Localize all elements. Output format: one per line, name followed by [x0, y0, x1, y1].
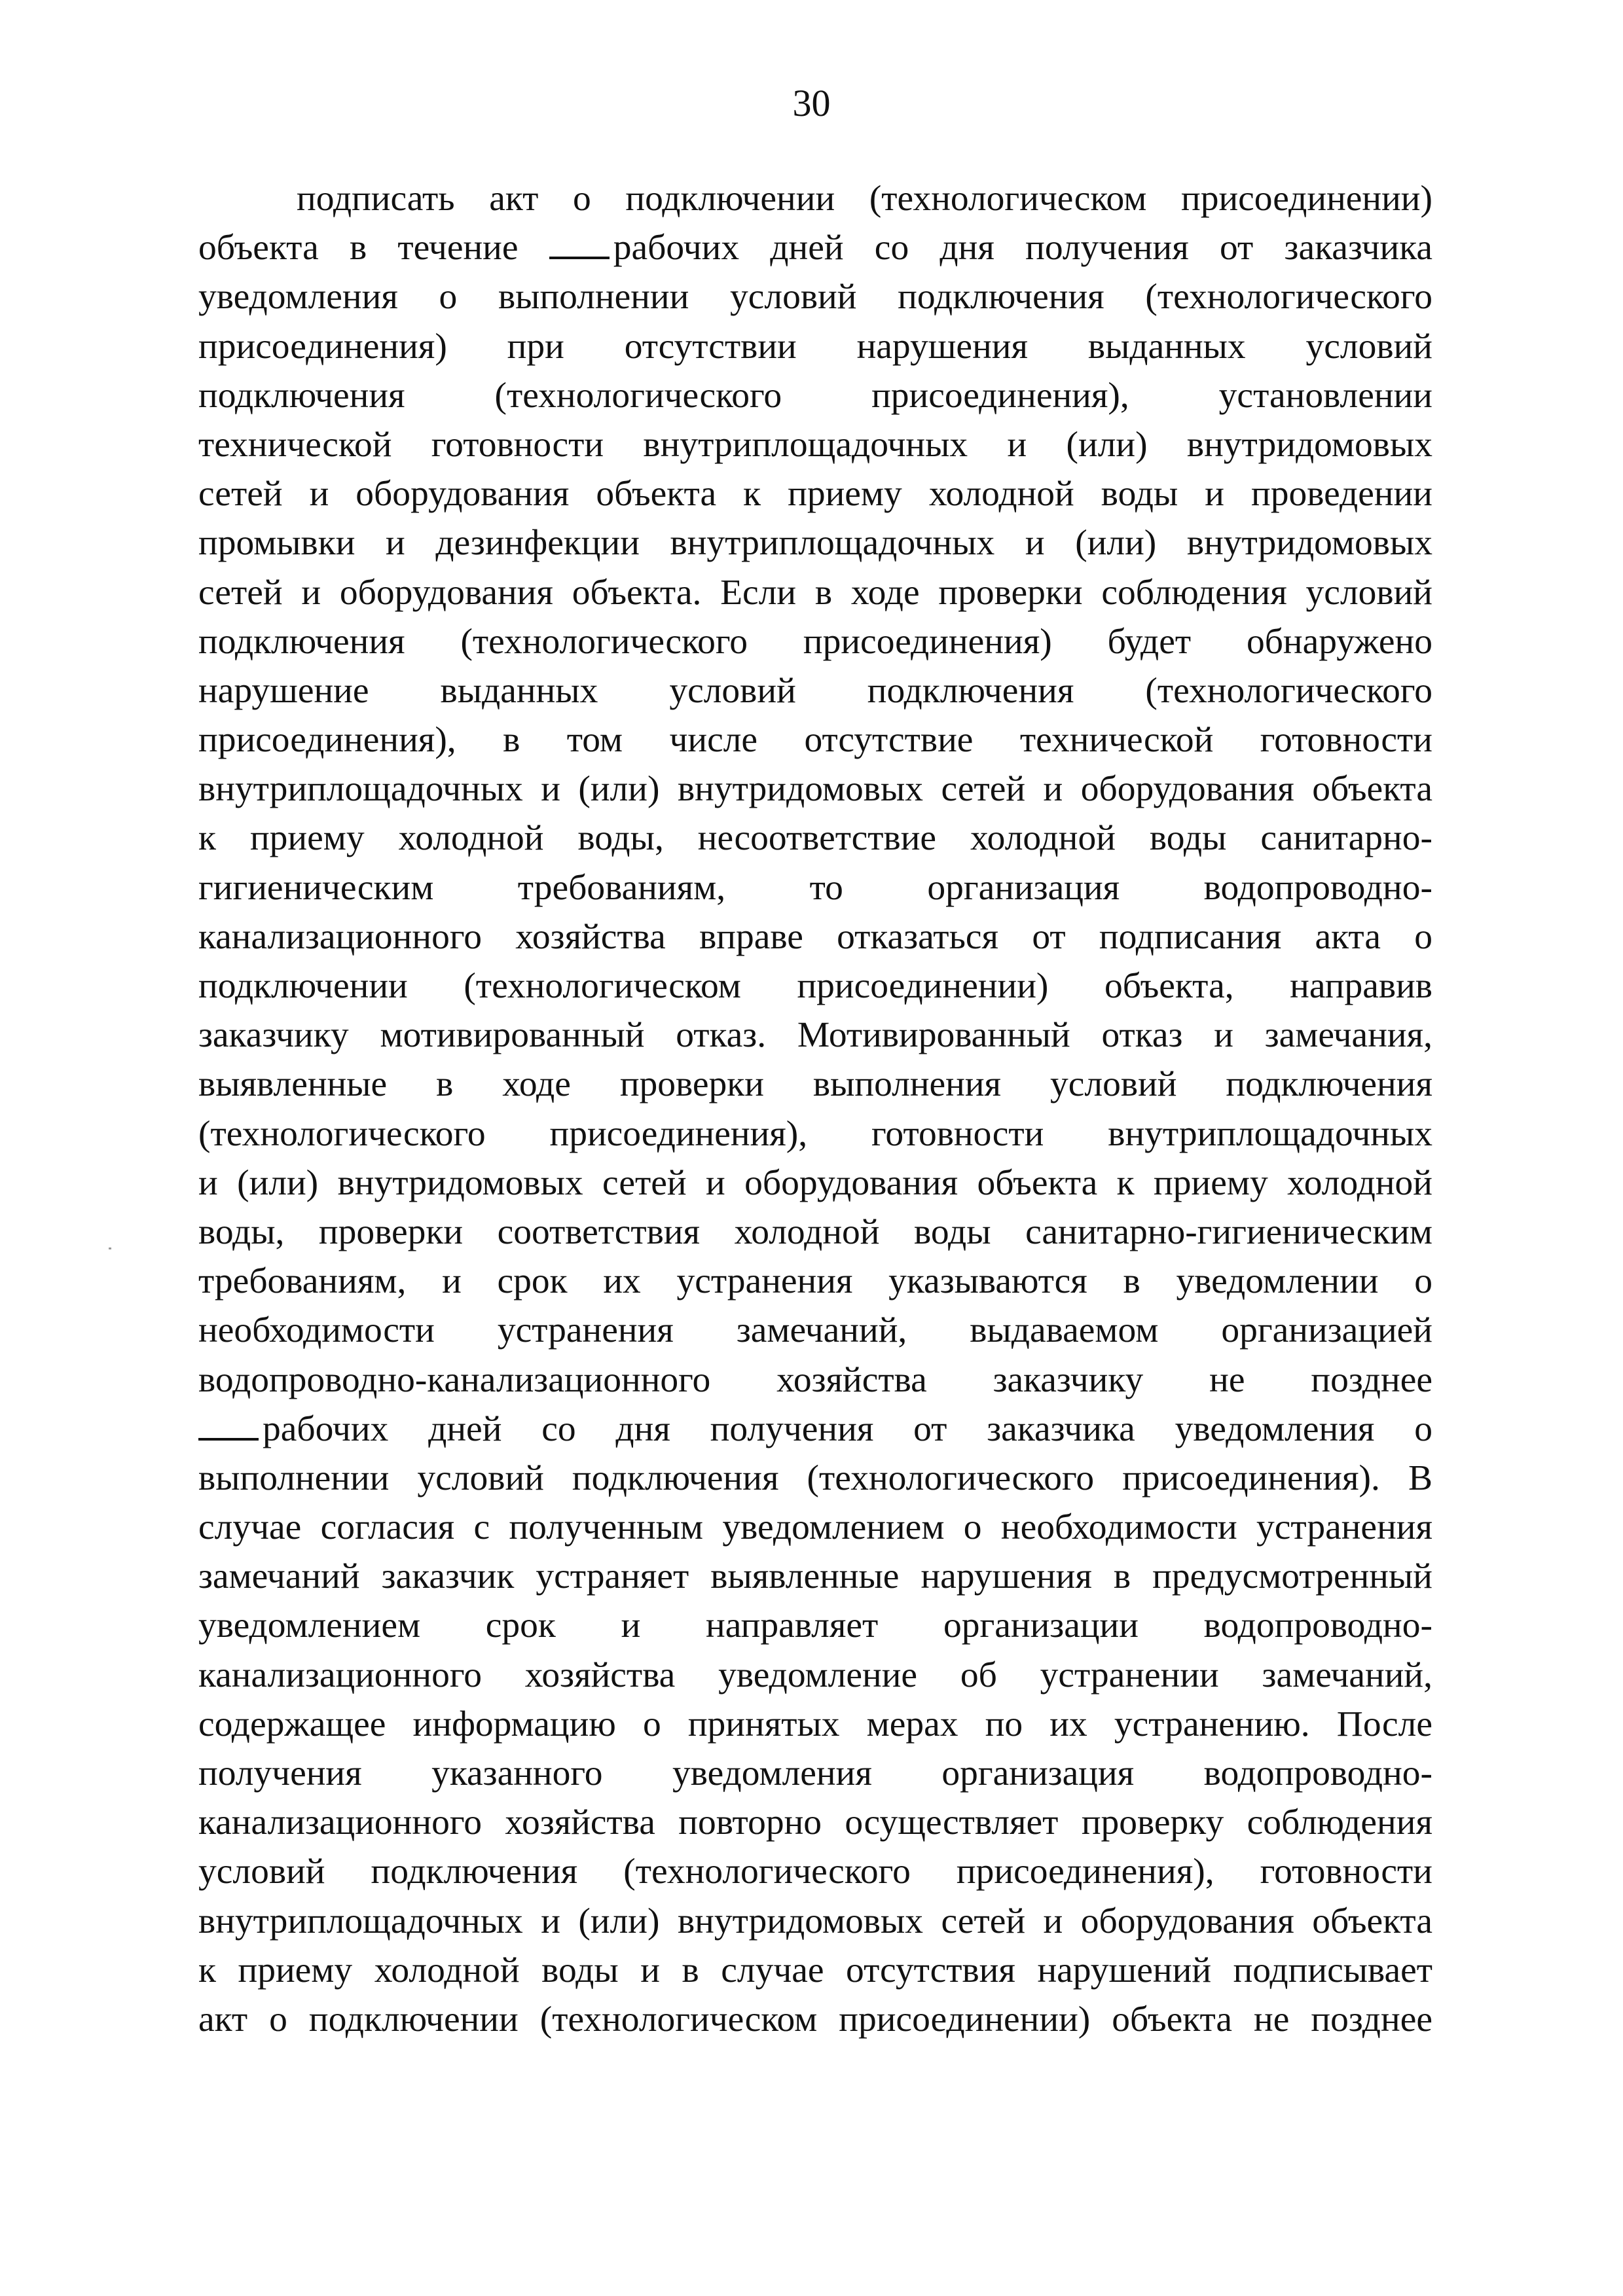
text-line: случае согласия с полученным уведомлением о необходимости устранения — [198, 1507, 1432, 1548]
text-line: гигиеническим требованиям, то организация водопроводно- — [198, 867, 1432, 908]
text-line: подключении (технологическом присоединении) объекта, направив — [198, 966, 1432, 1006]
text-line: выявленные в ходе проверки выполнения условий подключения — [198, 1064, 1432, 1105]
text-line: получения указанного уведомления организация водопроводно- — [198, 1753, 1432, 1793]
text-line: водопроводно-канализационного хозяйства заказчику не позднее — [198, 1359, 1432, 1400]
text-line-with-blank — [198, 223, 1432, 272]
text-fragment: объекта в течение — [198, 228, 519, 268]
text-line: присоединения) при отсутствии нарушения выданных условий — [198, 326, 1432, 367]
blank-field — [549, 226, 610, 259]
text-line: сетей и оборудования объекта к приему холодной воды и проведении — [198, 474, 1432, 514]
text-line: воды, проверки соответствия холодной воды санитарно-гигиеническим — [198, 1211, 1432, 1252]
text-fragment: рабочих дней со дня получения от заказчика уведомления о — [263, 1408, 1432, 1449]
text-line: (технологического присоединения), готовности внутриплощадочных — [198, 1113, 1432, 1154]
page-number: 30 — [792, 82, 831, 124]
text-line: промывки и дезинфекции внутриплощадочных и (или) внутридомовых — [198, 523, 1432, 564]
text-line: необходимости устранения замечаний, выдаваемом организацией — [198, 1310, 1432, 1351]
scan-speck — [109, 1247, 111, 1249]
text-line: требованиям, и срок их устранения указываются в уведомлении о — [198, 1261, 1432, 1302]
text-line: уведомления о выполнении условий подключения (технологического — [198, 277, 1432, 317]
text-line: подключения (технологического присоединения) будет обнаружено — [198, 621, 1432, 662]
text-line: к приему холодной воды и в случае отсутствия нарушений подписывает — [198, 1950, 1432, 1990]
text-line: сетей и оборудования объекта. Если в ходе проверки соблюдения условий — [198, 572, 1432, 613]
text-line: акт о подключении (технологическом присоединении) объекта не позднее — [198, 1999, 1432, 2039]
text-line: к приему холодной воды, несоответствие холодной воды санитарно- — [198, 818, 1432, 859]
blank-field — [198, 1408, 259, 1441]
text-line-with-blank — [198, 1405, 1432, 1454]
document-body — [198, 174, 1432, 2044]
text-line: нарушение выданных условий подключения (технологического — [198, 670, 1432, 711]
text-line: канализационного хозяйства вправе отказаться от подписания акта о — [198, 916, 1432, 957]
text-line: замечаний заказчик устраняет выявленные нарушения в предусмотренный — [198, 1556, 1432, 1597]
text-line: условий подключения (технологического присоединения), готовности — [198, 1852, 1432, 1892]
text-line: технической готовности внутриплощадочных и (или) внутридомовых — [198, 424, 1432, 465]
text-line: канализационного хозяйства уведомление об устранении замечаний, — [198, 1655, 1432, 1695]
text-fragment: рабочих дней со дня получения от заказчика — [613, 228, 1432, 268]
text-line: выполнении условий подключения (технологического присоединения). В — [198, 1458, 1432, 1498]
text-line: содержащее информацию о принятых мерах по их устранению. После — [198, 1704, 1432, 1744]
text-line: канализационного хозяйства повторно осуществляет проверку соблюдения — [198, 1803, 1432, 1843]
text-line: подключения (технологического присоединения), установлении — [198, 375, 1432, 416]
text-line: уведомлением срок и направляет организации водопроводно- — [198, 1605, 1432, 1646]
text-line: внутриплощадочных и (или) внутридомовых сетей и оборудования объекта — [198, 1901, 1432, 1941]
text-line: внутриплощадочных и (или) внутридомовых сетей и оборудования объекта — [198, 769, 1432, 810]
text-line: и (или) внутридомовых сетей и оборудования объекта к приему холодной — [198, 1162, 1432, 1203]
text-line: заказчику мотивированный отказ. Мотивированный отказ и замечания, — [198, 1015, 1432, 1056]
text-line: подписать акт о подключении (технологическом присоединении) — [297, 179, 1432, 219]
text-line: присоединения), в том числе отсутствие технической готовности — [198, 720, 1432, 761]
